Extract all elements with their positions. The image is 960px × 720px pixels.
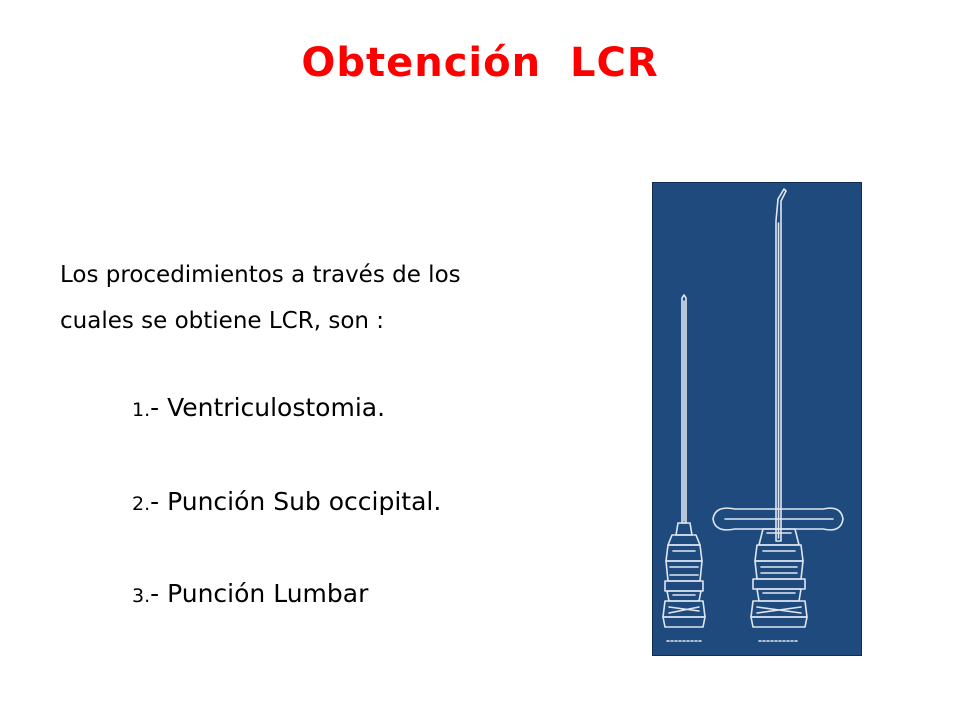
list-item — [132, 579, 368, 608]
intro-line-2: cuales se obtiene LCR, son : — [60, 308, 385, 334]
spinal-needles-illustration — [652, 182, 862, 656]
list-item-number: 2. — [132, 493, 151, 515]
intro-line-1: Los procedimientos a través de los — [60, 262, 461, 288]
slide-title: Obtención LCR — [301, 40, 659, 86]
list-item-text: - Punción Lumbar — [150, 579, 369, 608]
list-item-number: 3. — [132, 585, 151, 607]
list-item — [132, 393, 385, 422]
list-item-text: - Ventriculostomia. — [150, 393, 386, 422]
list-item-text: - Punción Sub occipital. — [150, 487, 442, 516]
list-item — [132, 487, 441, 516]
long-needle-icon — [713, 189, 843, 641]
intro-text — [60, 252, 620, 344]
short-needle-icon — [663, 295, 705, 641]
list-item-number: 1. — [132, 399, 151, 421]
spinal-needles-drawing — [653, 183, 861, 655]
